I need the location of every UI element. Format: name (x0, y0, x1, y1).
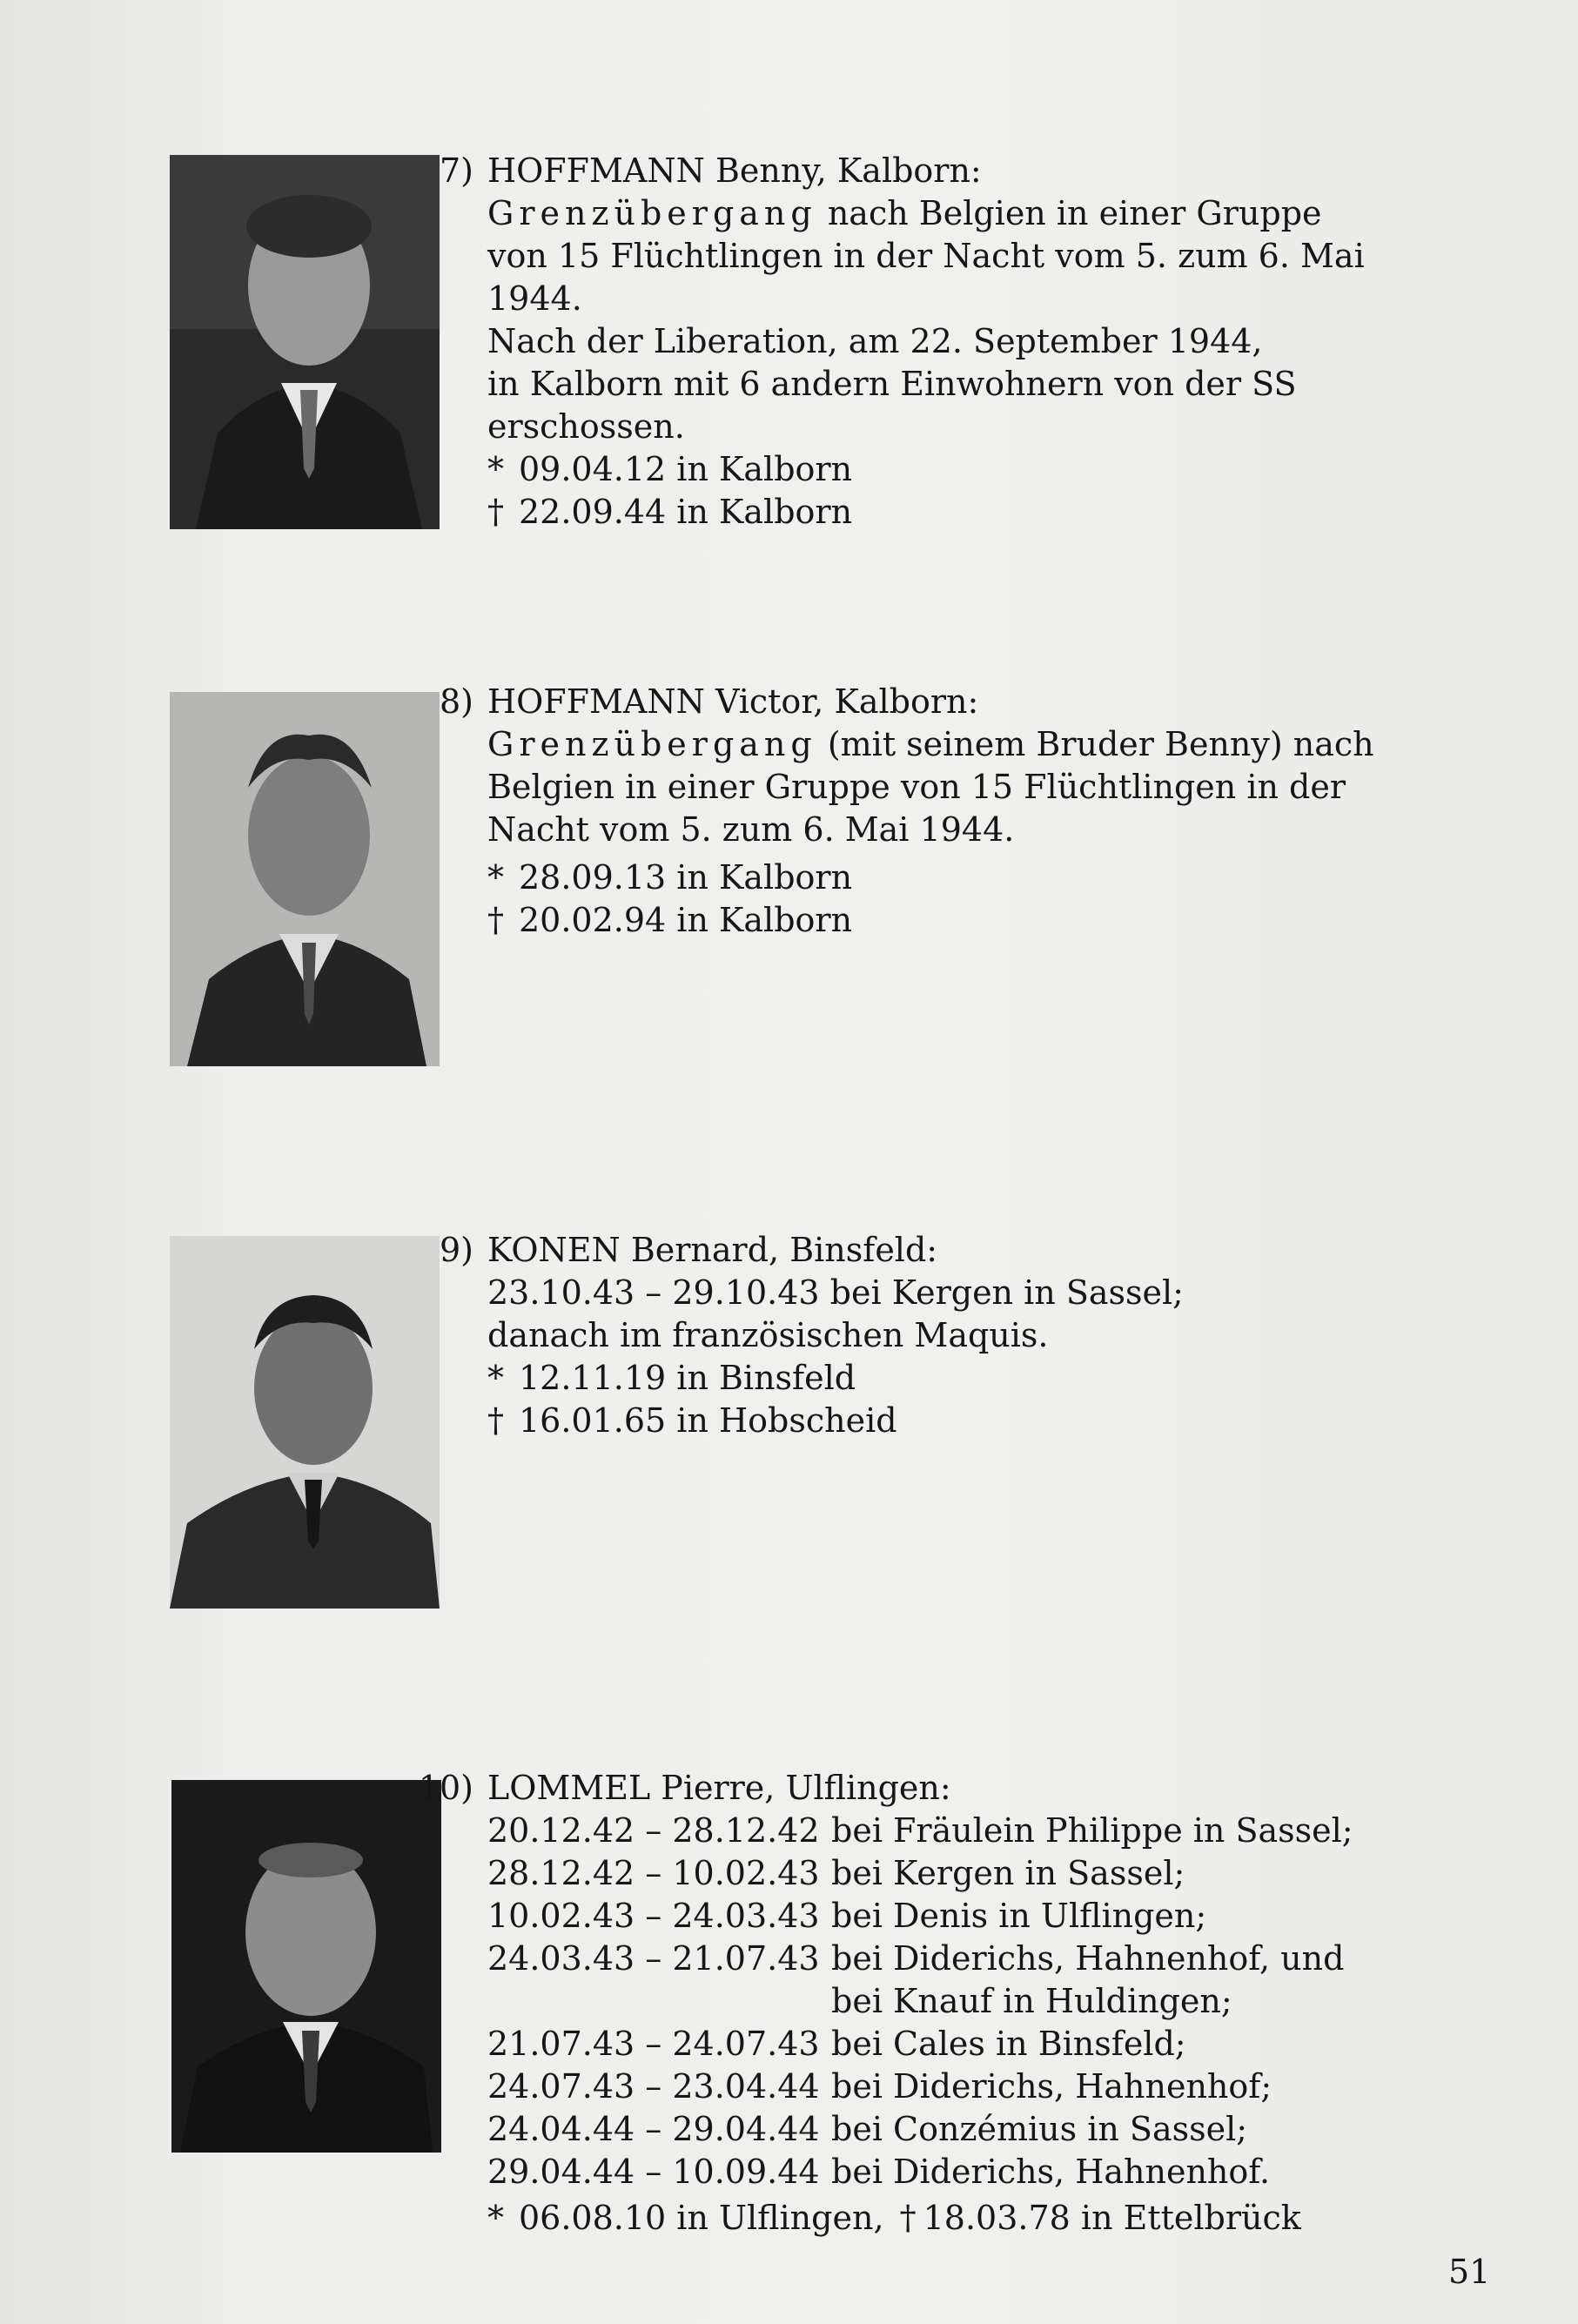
stay-dates: 24.03.43 – 21.07.43 (487, 1939, 820, 1978)
entry-8 (439, 681, 1541, 942)
cross-icon: † (487, 1401, 504, 1440)
cross-icon: † (487, 901, 504, 939)
spaced-word: Grenzübergang (487, 194, 817, 232)
entry-heading (418, 1767, 1541, 1810)
portrait-image (170, 1236, 440, 1609)
text-line: von 15 Flüchtlingen in der Nacht vom 5. zum 6. Mai (487, 237, 1365, 275)
portrait-photo-lommel-pierre (171, 1780, 441, 2153)
entry-number: 7) (439, 151, 473, 190)
stay-dates: 28.12.42 – 10.02.43 (487, 1854, 820, 1892)
entry-number: 8) (439, 682, 473, 721)
stay-place: bei Diderichs, Hahnenhof; (831, 2067, 1272, 2106)
death-date: 22.09.44 in Kalborn (519, 493, 853, 531)
text-line: erschossen. (487, 407, 685, 446)
portrait-photo-hoffmann-benny (170, 155, 440, 529)
spaced-word: Grenzübergang (487, 725, 817, 763)
birth-symbol: * (487, 858, 504, 897)
stay-dates: 29.04.44 – 10.09.44 (487, 2153, 820, 2191)
stay-dates: 10.02.43 – 24.03.43 (487, 1897, 820, 1935)
entry-10 (418, 1767, 1541, 2240)
entry-title: HOFFMANN Benny, Kalborn: (487, 151, 982, 190)
cross-icon: † (899, 2199, 917, 2237)
entry-7 (439, 150, 1541, 534)
stay-place: bei Diderichs, Hahnenhof. (831, 2153, 1271, 2191)
birth-date: 09.04.12 in Kalborn (519, 450, 853, 488)
line-text: nach Belgien in einer Gruppe (816, 194, 1322, 232)
stay-place: bei Conzémius in Sassel; (831, 2110, 1248, 2148)
text-line: Nach der Liberation, am 22. September 1944, (487, 322, 1263, 360)
entry-title: KONEN Bernard, Binsfeld: (487, 1231, 938, 1269)
cross-icon: † (487, 493, 504, 531)
text-line: in Kalborn mit 6 andern Einwohnern von der SS (487, 365, 1297, 403)
text-line: Nacht vom 5. zum 6. Mai 1944. (487, 810, 1015, 849)
text-line (487, 192, 1541, 235)
entry-number: 10) (418, 1769, 473, 1807)
birth-date: 28.09.13 in Kalborn (519, 858, 853, 897)
entry-heading (439, 681, 1541, 723)
stay-dates: 21.07.43 – 24.07.43 (487, 2025, 820, 2063)
birth-symbol: * (487, 1359, 504, 1397)
text-line: Belgien in einer Gruppe von 15 Flüchtlingen in der (487, 768, 1346, 806)
death-date: 20.02.94 in Kalborn (519, 901, 853, 939)
portrait-photo-hoffmann-victor (170, 692, 440, 1066)
birth-line (487, 856, 1541, 899)
death-date: 16.01.65 in Hobscheid (519, 1401, 897, 1440)
death-line (487, 1400, 1541, 1442)
portrait-image (170, 692, 440, 1066)
birth-line (487, 448, 1541, 491)
stay-place: bei Denis in Ulflingen; (831, 1897, 1207, 1935)
entry-9 (439, 1229, 1541, 1442)
text-line: 23.10.43 – 29.10.43 bei Kergen in Sassel; (487, 1273, 1184, 1312)
entry-title: LOMMEL Pierre, Ulflingen: (487, 1769, 951, 1807)
death-date: 18.03.78 in Ettelbrück (923, 2199, 1301, 2237)
birth-date: 06.08.10 in Ulflingen, (519, 2199, 884, 2237)
stay-place-continued: bei Knauf in Huldingen; (831, 1982, 1232, 2020)
death-line (487, 899, 1541, 942)
portrait-image (170, 155, 440, 529)
page-number: 51 (1448, 2253, 1491, 2291)
stay-dates: 24.07.43 – 23.04.44 (487, 2067, 820, 2106)
portrait-photo-konen-bernard (170, 1236, 440, 1609)
stay-place: bei Kergen in Sassel; (831, 1854, 1185, 1892)
entry-heading (439, 1229, 1541, 1272)
stay-dates: 20.12.42 – 28.12.42 (487, 1811, 820, 1850)
stay-list (487, 1810, 1541, 2193)
stay-place: bei Diderichs, Hahnenhof, und (831, 1939, 1345, 1978)
text-line: 1944. (487, 279, 582, 318)
stay-dates: 24.04.44 – 29.04.44 (487, 2110, 820, 2148)
portrait-image (171, 1780, 441, 2153)
entry-heading (439, 150, 1541, 192)
text-line (487, 723, 1541, 766)
birth-symbol: * (487, 2199, 504, 2237)
death-line (487, 491, 1541, 534)
birth-date: 12.11.19 in Binsfeld (519, 1359, 856, 1397)
stay-place: bei Cales in Binsfeld; (831, 2025, 1186, 2063)
life-dates (487, 856, 1541, 942)
birth-symbol: * (487, 450, 504, 488)
line-text: (mit seinem Bruder Benny) nach (816, 725, 1374, 763)
life-dates-line (487, 2197, 1541, 2240)
stay-place: bei Fräulein Philippe in Sassel; (831, 1811, 1353, 1850)
entry-title: HOFFMANN Victor, Kalborn: (487, 682, 979, 721)
birth-line (487, 1357, 1541, 1400)
text-line: danach im französischen Maquis. (487, 1316, 1049, 1354)
entry-number: 9) (439, 1231, 473, 1269)
